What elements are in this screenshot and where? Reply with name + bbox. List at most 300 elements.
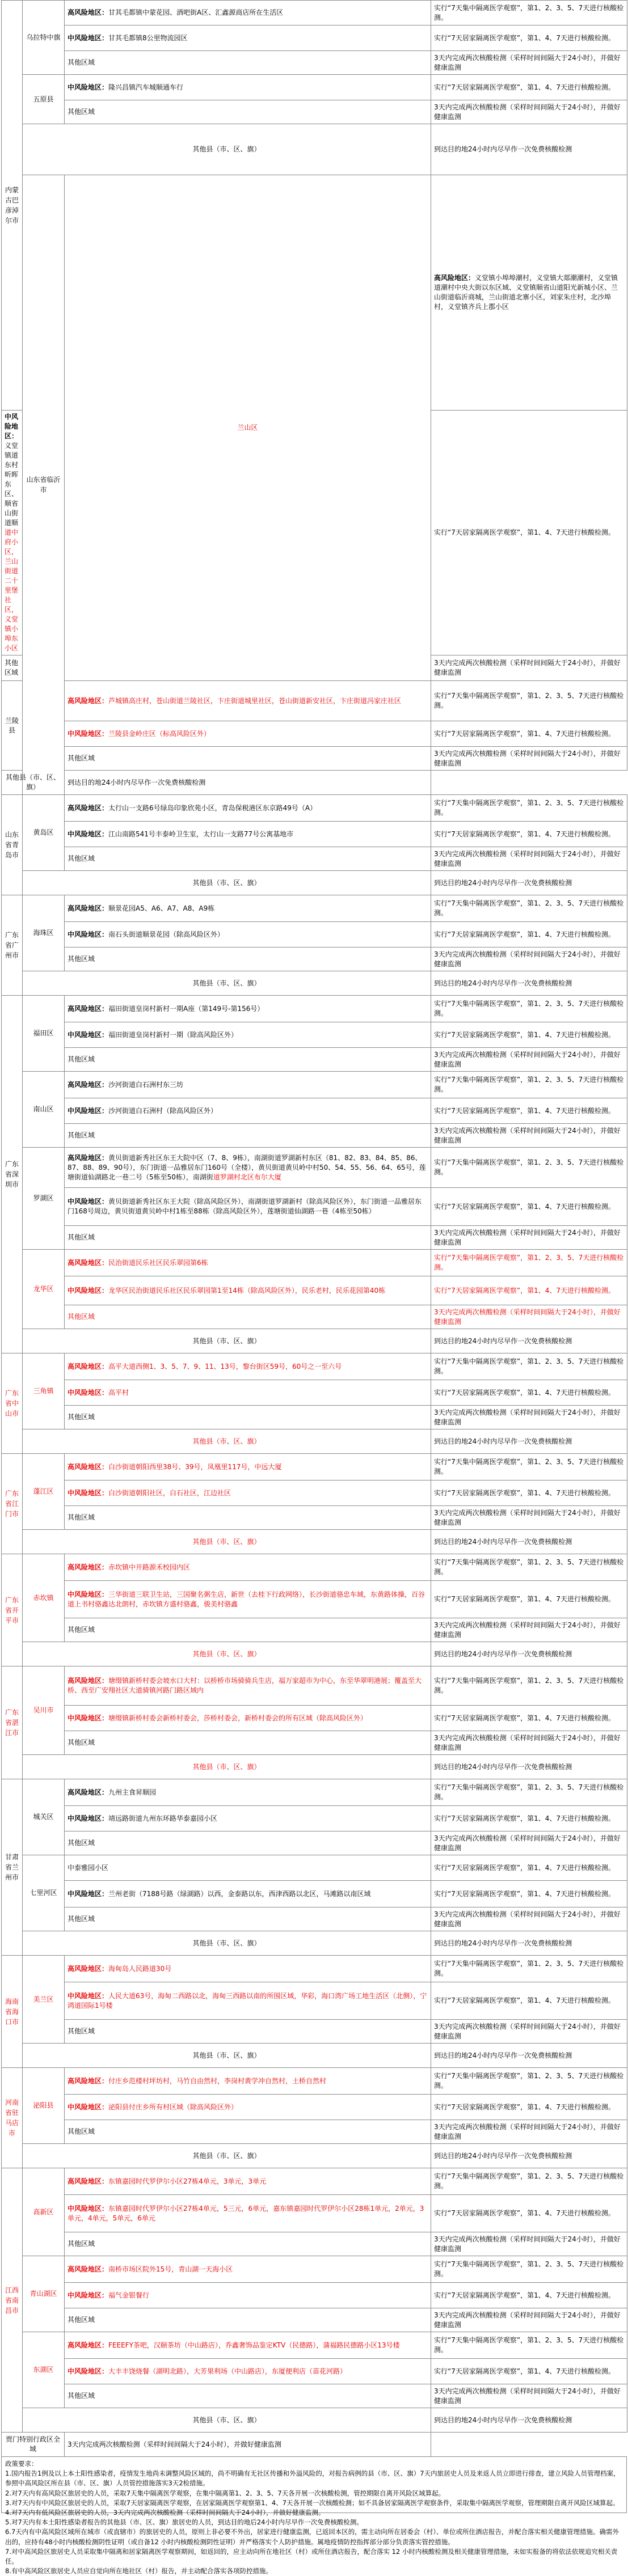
area-text: 顺景花园A5、A6、A7、A8、A9栋 bbox=[108, 904, 215, 912]
policy-cell: 实行“7天居家隔离医学观察”，第1、4、7天进行核酸检测。 bbox=[431, 1188, 627, 1226]
table-row bbox=[2, 1755, 627, 1779]
policy-cell: 实行“7天集中隔离医学观察”，第1、2、3、5、7天进行核酸检测。 bbox=[431, 1, 627, 26]
policy-cell: 3天内完成两次核酸检测（采样时间间隔大于24小时），并做好健康监测 bbox=[431, 1907, 627, 1931]
policy-cell: 到达目的地24小时内尽早作一次免费核酸检测 bbox=[431, 124, 627, 175]
district-cell: 蓬江区 bbox=[23, 1454, 65, 1530]
area-text: 其他区域 bbox=[68, 2316, 95, 2324]
policy-cell: 到达目的地24小时内尽早作一次免费核酸检测 bbox=[65, 771, 431, 795]
policy-cell: 3天内完成两次核酸检测（采样时间间隔大于24小时），并做好健康监测 bbox=[431, 948, 627, 971]
table-row bbox=[2, 1881, 627, 1907]
policy-cell: 实行“7天居家隔离医学观察”，第1、4、7天进行核酸检测。 bbox=[431, 1022, 627, 1048]
policy-cell: 3天内完成两次核酸检测（采样时间间隔大于24小时），并做好健康监测 bbox=[431, 1406, 627, 1429]
area-text: 高平大道西侧1、3、5、7、9、11、13号，黎台街区59号，60号之一至六号 bbox=[108, 1362, 342, 1371]
policy-cell: 实行“7天居家隔离医学观察”，第1、4、7天进行核酸检测。 bbox=[431, 922, 627, 948]
policy-cell: 到达目的地24小时内尽早作一次免费核酸检测 bbox=[431, 971, 627, 996]
table-row bbox=[2, 1666, 627, 1706]
area-text: 南石头街道顺景花园（除高风险区外） bbox=[108, 930, 225, 938]
policy-cell: 实行“7天居家隔离医学观察”，第1、4、7天进行核酸检测。 bbox=[431, 1276, 627, 1305]
policy-cell: 到达目的地24小时内尽早作一次免费核酸检测 bbox=[431, 1429, 627, 1454]
risk-level-label: 中风险地区： bbox=[68, 1714, 109, 1722]
table-row bbox=[2, 1124, 627, 1148]
area-cell bbox=[65, 2168, 431, 2195]
policy-cell: 实行“7天居家隔离医学观察”，第1、4、7天进行核酸检测。 bbox=[431, 411, 627, 655]
policy-cell: 实行“7天居家隔离医学观察”，第1、4、7天进行核酸检测。 bbox=[431, 1982, 627, 2020]
area-text: 甘其毛都镇8公里物流园区 bbox=[108, 33, 188, 42]
area-cell bbox=[65, 1666, 431, 1706]
table-row bbox=[2, 2020, 627, 2044]
area-text: 江山南路541号丰泰岭卫生室，太行山一支路77号公寓基地市 bbox=[108, 830, 294, 838]
table-row bbox=[2, 681, 627, 721]
area-cell bbox=[65, 1982, 431, 2020]
area-cell bbox=[65, 1124, 431, 1148]
district-cell: 美兰区 bbox=[23, 1956, 65, 2044]
table-row bbox=[2, 2044, 627, 2068]
note-item: 2.对7天内有高风险区旅居史的人员，采取7天集中隔离医学观察，在集中隔离第1、2、3、5、7天各开展一次核酸检测，管控期限自离开风险区域算起。 bbox=[5, 2489, 445, 2497]
table-row bbox=[2, 2095, 627, 2120]
policy-cell: 3天内完成两次核酸检测（采样时间间隔大于24小时），并做好健康监测 bbox=[431, 1305, 627, 1329]
risk-level-label: 中风险地区： bbox=[68, 1388, 109, 1397]
note-item: 7.对中高风险区旅居史人员采取集中隔离和居家隔离医学观察期间，如返回的，应主动向所在地社区（村）或所住酒店报告，配合落实 12 小时内核酸检测及相关健康管理措施，未如实报备的将依法依规追究相关责任。 bbox=[5, 2547, 618, 2566]
area-cell bbox=[65, 1188, 431, 1226]
province-cell: 广东省中山市 bbox=[2, 1353, 23, 1454]
policy-cell: 实行“7天集中隔离医学观察”，第1、2、3、5、7天进行核酸检测。 bbox=[431, 1779, 627, 1806]
area-cell bbox=[65, 1831, 431, 1855]
area-text: 塘缀镇新桥村委会新桥村委会，莎桥村委会，新桥村委会的所有区域（除高风险区外） bbox=[108, 1714, 368, 1722]
policy-cell: 3天内完成两次核酸检测（采样时间间隔大于24小时），并做好健康监测 bbox=[431, 1124, 627, 1148]
policy-cell: 3天内完成两次核酸检测（采样时间间隔大于24小时），并做好健康监测 bbox=[431, 2232, 627, 2256]
risk-level-label: 中风险地区： bbox=[68, 83, 109, 91]
area-text: 福田街道皇岗村新村一期（除高风险区外） bbox=[108, 1030, 238, 1039]
table-row bbox=[2, 51, 627, 75]
table-row bbox=[2, 1098, 627, 1124]
risk-level-label: 高风险地区： bbox=[68, 1080, 109, 1089]
district-cell: 龙华区 bbox=[23, 1250, 65, 1329]
risk-level-label: 高风险地区： bbox=[68, 1153, 109, 1162]
note-item: 3.对7天内有中风险区旅居史的人员，采取7天居家隔离医学观察，在居家隔离医学观察第1、4、7天各开展一次核酸检测；如不具备居家隔离医学观察条件，采取集中隔离医学观察，管理期限自离开风险区域算起。 bbox=[5, 2498, 619, 2507]
table-row bbox=[2, 1731, 627, 1755]
table-row bbox=[2, 1907, 627, 1931]
policy-cell: 实行“7天居家隔离医学观察”，第1、4、7天进行核酸检测。 bbox=[431, 2195, 627, 2232]
area-cell bbox=[65, 1098, 431, 1124]
policy-cell: 实行“7天居家隔离医学观察”，第1、4、7天进行核酸检测。 bbox=[431, 1581, 627, 1618]
table-row bbox=[2, 1250, 627, 1276]
area-cell bbox=[65, 2332, 431, 2359]
area-text: 东镇嘉园时代罗伊尔小区27栋4单元，3单元，3单元 bbox=[108, 2177, 267, 2185]
policy-cell: 3天内完成两次核酸检测（采样时间间隔大于24小时），并做好健康监测 bbox=[431, 747, 627, 771]
area-text: 其他区域 bbox=[68, 955, 95, 963]
table-row bbox=[2, 1353, 627, 1380]
risk-level-label: 高风险地区： bbox=[68, 1677, 109, 1685]
area-cell bbox=[65, 721, 431, 747]
risk-level-label: 高风险地区： bbox=[434, 274, 475, 282]
district-cell: 罗湖区 bbox=[23, 1148, 65, 1250]
table-row bbox=[2, 1148, 627, 1188]
table-row bbox=[2, 124, 627, 175]
table-row bbox=[2, 747, 627, 771]
policy-cell: 实行“7天集中隔离医学观察”，第1、2、3、5、7天进行核酸检测。 bbox=[431, 1353, 627, 1380]
table-row bbox=[2, 2195, 627, 2232]
policy-cell: 实行“7天集中隔离医学观察”，第1、2、3、5、7天进行核酸检测。 bbox=[431, 1956, 627, 1982]
policy-cell: 实行“7天集中隔离医学观察”，第1、2、3、5、7天进行核酸检测。 bbox=[431, 996, 627, 1022]
area-cell bbox=[65, 895, 431, 922]
area-text: 其他区域 bbox=[68, 2027, 95, 2035]
table-row bbox=[2, 2308, 627, 2332]
risk-level-label: 中风险地区： bbox=[5, 413, 19, 440]
table-row bbox=[2, 26, 627, 51]
table-row bbox=[2, 2332, 627, 2359]
table-row bbox=[2, 1506, 627, 1530]
province-cell: 山东省青岛市 bbox=[2, 795, 23, 895]
area-text: 福气金银餐行 bbox=[108, 2291, 150, 2299]
risk-level-label: 高风险地区： bbox=[68, 1964, 109, 1973]
other-counties-cell: 其他县（市、区、旗） bbox=[23, 2044, 431, 2068]
area-text: 黄贝街道新秀社区东王大院（除高风险区外），南湖街道罗湖新村（除高风险区外），东门街道一品雅居东门168号周边，黄贝街道黄贝岭中村1栋至88栋（除高风险区外），莲塘街道仙湖路一巷（4栋至50栋） bbox=[68, 1198, 422, 1215]
area-text: 白沙街道朝阳西里38号、39号，凤凰里117号，中远大厦 bbox=[108, 1462, 282, 1471]
policy-cell: 实行“7天集中隔离医学观察”，第1、2、3、5、7天进行核酸检测。 bbox=[431, 2068, 627, 2095]
area-cell bbox=[431, 175, 627, 411]
area-text: 靖远路街道九州东环路华泰嘉园小区 bbox=[108, 1814, 218, 1822]
policy-cell: 3天内完成两次核酸检测（采样时间间隔大于24小时），并做好健康监测 bbox=[431, 1618, 627, 1642]
district-cell: 三角镇 bbox=[23, 1353, 65, 1429]
area-text: 付庄乡范楼村坪坊村，马竹自由然村，李岗村黄学冲自然村，土桥自然村 bbox=[108, 2076, 327, 2085]
table-row bbox=[2, 1481, 627, 1506]
table-row bbox=[2, 2232, 627, 2256]
area-cell bbox=[65, 75, 431, 100]
policy-cell: 实行“7天居家隔离医学观察”，第1、4、7天进行核酸检测。 bbox=[431, 75, 627, 100]
area-cell bbox=[65, 1779, 431, 1806]
table-row bbox=[2, 1226, 627, 1250]
area-cell bbox=[65, 1706, 431, 1731]
policy-cell: 到达目的地24小时内尽早作一次免费核酸检测 bbox=[431, 1755, 627, 1779]
table-row bbox=[2, 922, 627, 948]
area-cell bbox=[65, 1250, 431, 1276]
province-cell: 广东省开平市 bbox=[2, 1554, 23, 1666]
area-text: 高平村 bbox=[108, 1388, 129, 1397]
policy-cell: 3天内完成两次核酸检测（采样时间间隔大于24小时），并做好健康监测 bbox=[431, 2308, 627, 2332]
policy-cell: 3天内完成两次核酸检测（采样时间间隔大于24小时），并做好健康监测 bbox=[431, 655, 627, 681]
risk-level-label: 高风险地区： bbox=[68, 1563, 109, 1571]
policy-cell: 3天内完成两次核酸检测（采样时间间隔大于24小时），并做好健康监测 bbox=[431, 51, 627, 75]
other-counties-cell: 其他县（市、区、旗） bbox=[23, 871, 431, 895]
area-text: 其他区域 bbox=[68, 855, 95, 862]
area-cell bbox=[65, 51, 431, 75]
area-cell bbox=[65, 1554, 431, 1581]
table-row bbox=[2, 1779, 627, 1806]
policy-cell: 实行“7天居家隔离医学观察”，第1、4、7天进行核酸检测。 bbox=[431, 1481, 627, 1506]
risk-level-label: 中风险地区： bbox=[68, 1991, 109, 2000]
area-text: 义堂镇小埠埠潮村，义堂镇大郯潮潮村，义堂镇道潮村中央大街以东区域、义堂镇顺省山道阳光新城小区、兰山街道临沂商城，兰山街道北寨小区，刘家朱庄村，北沙埠村，义堂镇齐兵上郡小区 bbox=[434, 274, 618, 311]
area-text: 九州主食昇顺园 bbox=[108, 1788, 157, 1796]
policy-cell: 实行“7天居家隔离医学观察”，第1、4、7天进行核酸检测。 bbox=[431, 1806, 627, 1831]
table-row bbox=[2, 2283, 627, 2308]
table-row bbox=[2, 100, 627, 124]
area-cell bbox=[65, 1907, 431, 1931]
area-cell bbox=[65, 1731, 431, 1755]
area-cell bbox=[65, 2120, 431, 2144]
area-cell bbox=[65, 1148, 431, 1188]
risk-level-label: 中风险地区： bbox=[68, 1814, 109, 1822]
table-row bbox=[2, 1429, 627, 1454]
district-cell: 赤坎镇 bbox=[23, 1554, 65, 1642]
policy-cell: 实行“7天居家隔离医学观察”，第1、4、7天进行核酸检测。 bbox=[431, 26, 627, 51]
policy-cell: 到达目的地24小时内尽早作一次免费核酸检测 bbox=[431, 1642, 627, 1666]
risk-level-label: 高风险地区： bbox=[68, 1004, 109, 1013]
area-text: 民治街道民乐社区民乐翠园第6栋 bbox=[108, 1258, 208, 1267]
area-cell bbox=[65, 1855, 431, 1881]
area-text: 其他区域 bbox=[68, 1626, 95, 1634]
risk-level-label: 高风险地区： bbox=[68, 2341, 109, 2349]
policy-cell: 实行“7天居家隔离医学观察”，第1、4、7天进行核酸检测。 bbox=[431, 1380, 627, 1406]
table-row bbox=[2, 2120, 627, 2144]
district-cell: 兰山区 bbox=[65, 175, 431, 681]
area-cell bbox=[65, 2359, 431, 2384]
area-text: 黄贝街道新秀社区东王大院中区（7、8、9栋），南湖街道罗湖新村东区（81、82、83、84、85、86、87、88、89、90号），东门街道一品雅居东门160号（全楼），黄贝街道黄贝岭中村50、54、55、56、64、65号，莲塘街道仙湖路北一巷二号（5栋至50栋），南湖街道罗湖村北区布尔大厦 bbox=[68, 1153, 426, 1181]
table-row bbox=[2, 721, 627, 747]
policy-cell: 实行“7天集中隔离医学观察”，第1、2、3、5、7天进行核酸检测。 bbox=[431, 681, 627, 721]
area-cell bbox=[65, 996, 431, 1022]
district-cell: 五原县 bbox=[23, 75, 65, 124]
policy-cell: 实行“7天居家隔离医学观察”，第1、4、7天进行核酸检测。 bbox=[431, 2359, 627, 2384]
district-cell: 高新区 bbox=[23, 2168, 65, 2256]
area-text: 福田街道皇岗村新村一期A座（第149号-第156号） bbox=[108, 1004, 264, 1013]
area-text: 兰陵县金岭庄区（标高风险区外） bbox=[108, 729, 211, 738]
table-row bbox=[2, 1642, 627, 1666]
province-cell: 甘肃省兰州市 bbox=[2, 1779, 23, 1956]
table-row bbox=[2, 2384, 627, 2408]
table-row bbox=[2, 996, 627, 1022]
policy-cell: 实行“7天集中隔离医学观察”，第1、2、3、5、7天进行核酸检测。 bbox=[431, 2332, 627, 2359]
table-row bbox=[2, 1956, 627, 1982]
area-text: 其他区域 bbox=[68, 754, 95, 762]
table-row bbox=[2, 971, 627, 996]
district-cell: 泌阳县 bbox=[23, 2068, 65, 2144]
area-text: 人民大道63号，海甸二西路以北，海甸三西路以南的所围区域，华彩，海口湾广场工地生活区（北侧），宁鸿道国际1号楼 bbox=[68, 1991, 427, 2010]
area-text: FEEEFY茶吧，汉颐茶坊（中山路店），乔鑫奢饰品鉴定KTV（民德路），蒲福路民德路小区13号楼 bbox=[108, 2341, 400, 2349]
policy-cell: 3天内完成两次核酸检测（采样时间间隔大于24小时），并做好健康监测 bbox=[431, 2020, 627, 2044]
policy-cell: 实行“7天居家隔离医学观察”，第1、4、7天进行核酸检测。 bbox=[431, 1855, 627, 1881]
area-cell bbox=[65, 1305, 431, 1329]
risk-level-label: 中风险地区： bbox=[68, 2204, 109, 2213]
table-row bbox=[2, 1276, 627, 1305]
policy-cell: 实行“7天集中隔离医学观察”，第1、2、3、5、7天进行核酸检测。 bbox=[431, 895, 627, 922]
policy-cell: 3天内完成两次核酸检测（采样时间间隔大于24小时），并做好健康监测 bbox=[431, 1506, 627, 1530]
area-text: 泌阳县付庄乡所有村区域（除高风险区外） bbox=[108, 2103, 238, 2111]
district-cell: 吴川市 bbox=[23, 1666, 65, 1755]
area-text: 其他区域 bbox=[68, 1739, 95, 1746]
area-cell bbox=[65, 1353, 431, 1380]
area-text: 其他区域 bbox=[68, 1513, 95, 1521]
risk-level-label: 高风险地区： bbox=[68, 803, 109, 812]
policy-cell: 到达目的地24小时内尽早作一次免费核酸检测 bbox=[431, 2408, 627, 2433]
risk-level-label: 中风险地区： bbox=[68, 33, 109, 42]
area-text: 甘其毛都镇中蒙花园、酒吧街A区、汇鑫源商店所在生活区 bbox=[108, 9, 284, 16]
note-item: 8.有中高风险区旅居史人员应自觉向所在地社区（村）报告，并主动配合落实各项防控措施。 bbox=[5, 2567, 272, 2575]
note-item: 6.7天内有中高风险区域所在城市（或直辖市）的旅居史的人员，原则上非必要不外出，居家进行健康监测，已返回本区的，需主动向所在居委会（村）、单位或所住酒店报告，并配合落实相关健康管理措施。确需外出的，应持有48小时内核酸检测阴性证明（或自备12 小时内核酸检测阴性证明）并严格落实个人防护措施。属地疫情防控指挥部分部分负责落实管控措施。 bbox=[5, 2528, 619, 2546]
other-counties-cell: 其他县（市、区、旗） bbox=[23, 1755, 431, 1779]
area-cell bbox=[65, 1226, 431, 1250]
area-cell bbox=[65, 1618, 431, 1642]
risk-level-label: 中风险地区： bbox=[68, 2367, 109, 2375]
area-text: 东镇嘉园时代罗伊尔小区27栋4单元，5三元，6单元，嘉东镇嘉园时代罗伊尔小区28栋1单元，2单元，3单元，4单元，5单元，6单元 bbox=[68, 2204, 424, 2222]
table-row bbox=[2, 2359, 627, 2384]
area-text: 中泰雅园小区 bbox=[68, 1863, 109, 1872]
table-row bbox=[2, 795, 627, 822]
risk-level-label: 中风险地区： bbox=[68, 729, 109, 738]
risk-level-label: 中风险地区： bbox=[68, 830, 109, 838]
area-cell bbox=[65, 1276, 431, 1305]
area-text: 其他区域 bbox=[68, 108, 95, 116]
table-row bbox=[2, 2408, 627, 2433]
policy-cell: 实行“7天集中隔离医学观察”，第1、2、3、5、7天进行核酸检测。 bbox=[431, 1148, 627, 1188]
other-counties-cell: 其他县（市、区、旗） bbox=[23, 1642, 431, 1666]
area-cell bbox=[65, 795, 431, 822]
area-text: 赤坎镇中开路源禾校园内区 bbox=[108, 1563, 191, 1571]
area-cell bbox=[65, 2068, 431, 2095]
table-row bbox=[2, 1406, 627, 1429]
area-cell bbox=[65, 1806, 431, 1831]
district-cell: 城关区 bbox=[23, 1779, 65, 1855]
district-cell: 海珠区 bbox=[23, 895, 65, 971]
area-cell bbox=[65, 100, 431, 124]
table-row bbox=[2, 1855, 627, 1881]
risk-level-label: 中风险地区： bbox=[68, 930, 109, 938]
policy-cell: 实行“7天居家隔离医学观察”，第1、4、7天进行核酸检测。 bbox=[431, 2095, 627, 2120]
district-cell: 南山区 bbox=[23, 1072, 65, 1148]
district-cell: 黄岛区 bbox=[23, 795, 65, 871]
risk-area-table bbox=[1, 0, 627, 2457]
area-text: 三华街道三联卫生站，三国聚名粥生店，新世（去桂下行政网络），长沙街道骆忠车域，东黄路体操，百谷道上书村骆鑫达北朗村，赤坎镇方盛村骆鑫，骏美村骆鑫 bbox=[68, 1590, 425, 1608]
province-cell: 广东省深圳市 bbox=[2, 996, 23, 1353]
risk-level-label: 中风险地区： bbox=[68, 1106, 109, 1115]
area-cell bbox=[65, 26, 431, 51]
policy-cell: 3天内完成两次核酸检测（采样时间间隔大于24小时），并做好健康监测 bbox=[431, 1226, 627, 1250]
table-row bbox=[2, 1806, 627, 1831]
policy-notes bbox=[1, 2456, 627, 2575]
table-row bbox=[2, 1048, 627, 1072]
area-text: 兰州老街（7188号路（绿湖路）以西，金泰路以东，西津西路以北区，马滩路以南区域 bbox=[108, 1889, 371, 1898]
area-cell bbox=[65, 2384, 431, 2408]
policy-cell: 3天内完成两次核酸检测（采样时间间隔大于24小时），并做好健康监测 bbox=[431, 2120, 627, 2144]
policy-cell: 实行“7天集中隔离医学观察”，第1、2、3、5、7天进行核酸检测。 bbox=[431, 2168, 627, 2195]
policy-cell: 3天内完成两次核酸检测（采样时间间隔大于24小时），并做好健康监测 bbox=[431, 100, 627, 124]
other-counties-cell: 其他县（市、区、旗） bbox=[23, 971, 431, 996]
policy-cell: 3天内完成两次核酸检测（采样时间间隔大于24小时），并做好健康监测 bbox=[431, 2384, 627, 2408]
note-item: 1.国内报告1例及以上本土阳性感染者，疫情发生地尚未调整风险区域的，尚不明确有无社区传播和外溢风险的，对报告病例的县（市、区、旗）7天内旅居史人员及来返人员立即进行排查，建立风险人员管理档案，参照中高风险区所在县（市、区、旗）人员管控措施落实3天2检措施。 bbox=[5, 2469, 620, 2488]
policy-cell: 实行“7天集中隔离医学观察”，第1、2、3、5、7天进行核酸检测。 bbox=[431, 1454, 627, 1481]
district-cell: 七里河区 bbox=[23, 1855, 65, 1931]
risk-level-label: 高风险地区： bbox=[68, 2076, 109, 2085]
table-row bbox=[2, 1618, 627, 1642]
area-cell bbox=[65, 1, 431, 26]
risk-level-label: 高风险地区： bbox=[68, 904, 109, 912]
table-row bbox=[2, 1530, 627, 1554]
other-counties-cell: 其他县（市、区、旗） bbox=[23, 2144, 431, 2168]
table-row bbox=[2, 75, 627, 100]
policy-cell: 3天内完成两次核酸检测（采样时间间隔大于24小时），并做好健康监测 bbox=[431, 847, 627, 871]
risk-level-label: 中风险地区： bbox=[68, 1590, 109, 1598]
table-row bbox=[2, 771, 627, 795]
district-cell: 青山湖区 bbox=[23, 2256, 65, 2332]
risk-level-label: 高风险地区： bbox=[68, 1258, 109, 1267]
risk-level-label: 中风险地区： bbox=[68, 1030, 109, 1039]
table-row bbox=[2, 1072, 627, 1098]
area-cell bbox=[65, 1881, 431, 1907]
table-row bbox=[2, 1831, 627, 1855]
policy-cell: 到达目的地24小时内尽早作一次免费核酸检测 bbox=[431, 2144, 627, 2168]
area-cell bbox=[65, 948, 431, 971]
table-row bbox=[2, 1454, 627, 1481]
area-text: 其他区域 bbox=[68, 1839, 95, 1847]
risk-level-label: 中风险地区： bbox=[68, 1286, 109, 1295]
policy-cell: 3天内完成两次核酸检测（采样时间间隔大于24小时），并做好健康监测 bbox=[431, 1048, 627, 1072]
area-text: 隆兴昌镇汽车城顺通车行 bbox=[108, 83, 184, 91]
risk-level-label: 高风险地区： bbox=[68, 1362, 109, 1371]
district-cell: 东湖区 bbox=[23, 2332, 65, 2408]
other-counties-cell: 贾门特别行政区全域 bbox=[2, 2433, 65, 2457]
table-row bbox=[2, 1581, 627, 1618]
other-counties-cell: 其他县（市、区、旗） bbox=[23, 1429, 431, 1454]
risk-level-label: 高风险地区： bbox=[68, 2177, 109, 2185]
table-row bbox=[2, 1706, 627, 1731]
table-row bbox=[2, 2256, 627, 2283]
risk-level-label: 高风险地区： bbox=[68, 1462, 109, 1471]
risk-level-label: 高风险地区： bbox=[68, 9, 109, 16]
policy-cell: 实行“7天集中隔离医学观察”，第1、2、3、5、7天进行核酸检测。 bbox=[431, 2256, 627, 2283]
policy-cell: 实行“7天居家隔离医学观察”，第1、4、7天进行核酸检测。 bbox=[431, 721, 627, 747]
risk-level-label: 中风险地区： bbox=[68, 1889, 109, 1898]
area-text: 其他区域 bbox=[68, 1313, 95, 1321]
policy-cell: 3天内完成两次核酸检测（采样时间间隔大于24小时），并做好健康监测 bbox=[65, 2433, 431, 2457]
province-cell: 江西省南昌市 bbox=[2, 2168, 23, 2433]
risk-level-label: 高风险地区： bbox=[68, 2265, 109, 2273]
area-cell bbox=[65, 747, 431, 771]
table-row bbox=[2, 847, 627, 871]
area-text: 其他区域 bbox=[68, 2392, 95, 2400]
area-cell bbox=[65, 1048, 431, 1072]
province-cell: 内蒙古巴彦淖尔市 bbox=[2, 1, 23, 411]
policy-cell: 实行“7天集中隔离医学观察”，第1、2、3、5、7天进行核酸检测。 bbox=[431, 795, 627, 822]
area-text: 塘缀镇新桥村委会坡水口大村：以桥桥市场骑骑兵生店，福万家超市为中心，东至华翠明港展；覆盖至大桥、西至广安翔社区大道骑镇河路门路区域内 bbox=[68, 1677, 422, 1694]
province-cell: 河南省驻马店市 bbox=[2, 2068, 23, 2168]
other-counties-cell: 其他县（市、区、旗） bbox=[23, 1530, 431, 1554]
other-counties-cell: 其他县（市、区、旗） bbox=[2, 771, 65, 795]
risk-level-label: 中风险地区： bbox=[68, 1488, 109, 1497]
policy-cell: 实行“7天集中隔离医学观察”，第1、2、3、5、7天进行核酸检测。 bbox=[431, 1554, 627, 1581]
table-row bbox=[2, 948, 627, 971]
policy-cell: 3天内完成两次核酸检测（采样时间间隔大于24小时），并做好健康监测 bbox=[431, 1731, 627, 1755]
area-text: 其他区域 bbox=[68, 1413, 95, 1421]
table-row bbox=[2, 895, 627, 922]
table-row bbox=[2, 1380, 627, 1406]
policy-cell: 实行“7天居家隔离医学观察”，第1、4、7天进行核酸检测。 bbox=[431, 1881, 627, 1907]
note-item: 4.对7天内有低风险区旅居史的人员，3天内完成两次核酸检测（采样时间间隔大于24小时），并做好健康监测。 bbox=[5, 2509, 325, 2517]
area-text: 其他区域 bbox=[68, 58, 95, 66]
district-cell: 乌拉特中旗 bbox=[23, 1, 65, 75]
policy-cell: 实行“7天居家隔离医学观察”，第1、4、7天进行核酸检测。 bbox=[431, 1098, 627, 1124]
table-row bbox=[2, 2144, 627, 2168]
policy-cell: 到达目的地24小时内尽早作一次免费核酸检测 bbox=[431, 1931, 627, 1956]
area-text: 南桥市场区院外15号，青山湖一天海小区 bbox=[108, 2265, 233, 2273]
table-row bbox=[2, 2168, 627, 2195]
area-text: 太行山一支路6号绿岛印象欣苑小区，青岛保税港区东京路49号（A） bbox=[108, 803, 317, 812]
note-item: 5.对7天内有本土阳性感染者报告的其他县（市、区、旗）旅居史的人员，到达目的地后24小时内尽早作一次免费核酸检测。 bbox=[5, 2518, 363, 2527]
area-cell bbox=[65, 1406, 431, 1429]
risk-level-label: 高风险地区： bbox=[68, 696, 109, 705]
area-cell bbox=[65, 1481, 431, 1506]
area-cell bbox=[65, 822, 431, 847]
area-text: 其他区域 bbox=[68, 1055, 95, 1063]
area-text: 其他区域 bbox=[68, 2127, 95, 2135]
